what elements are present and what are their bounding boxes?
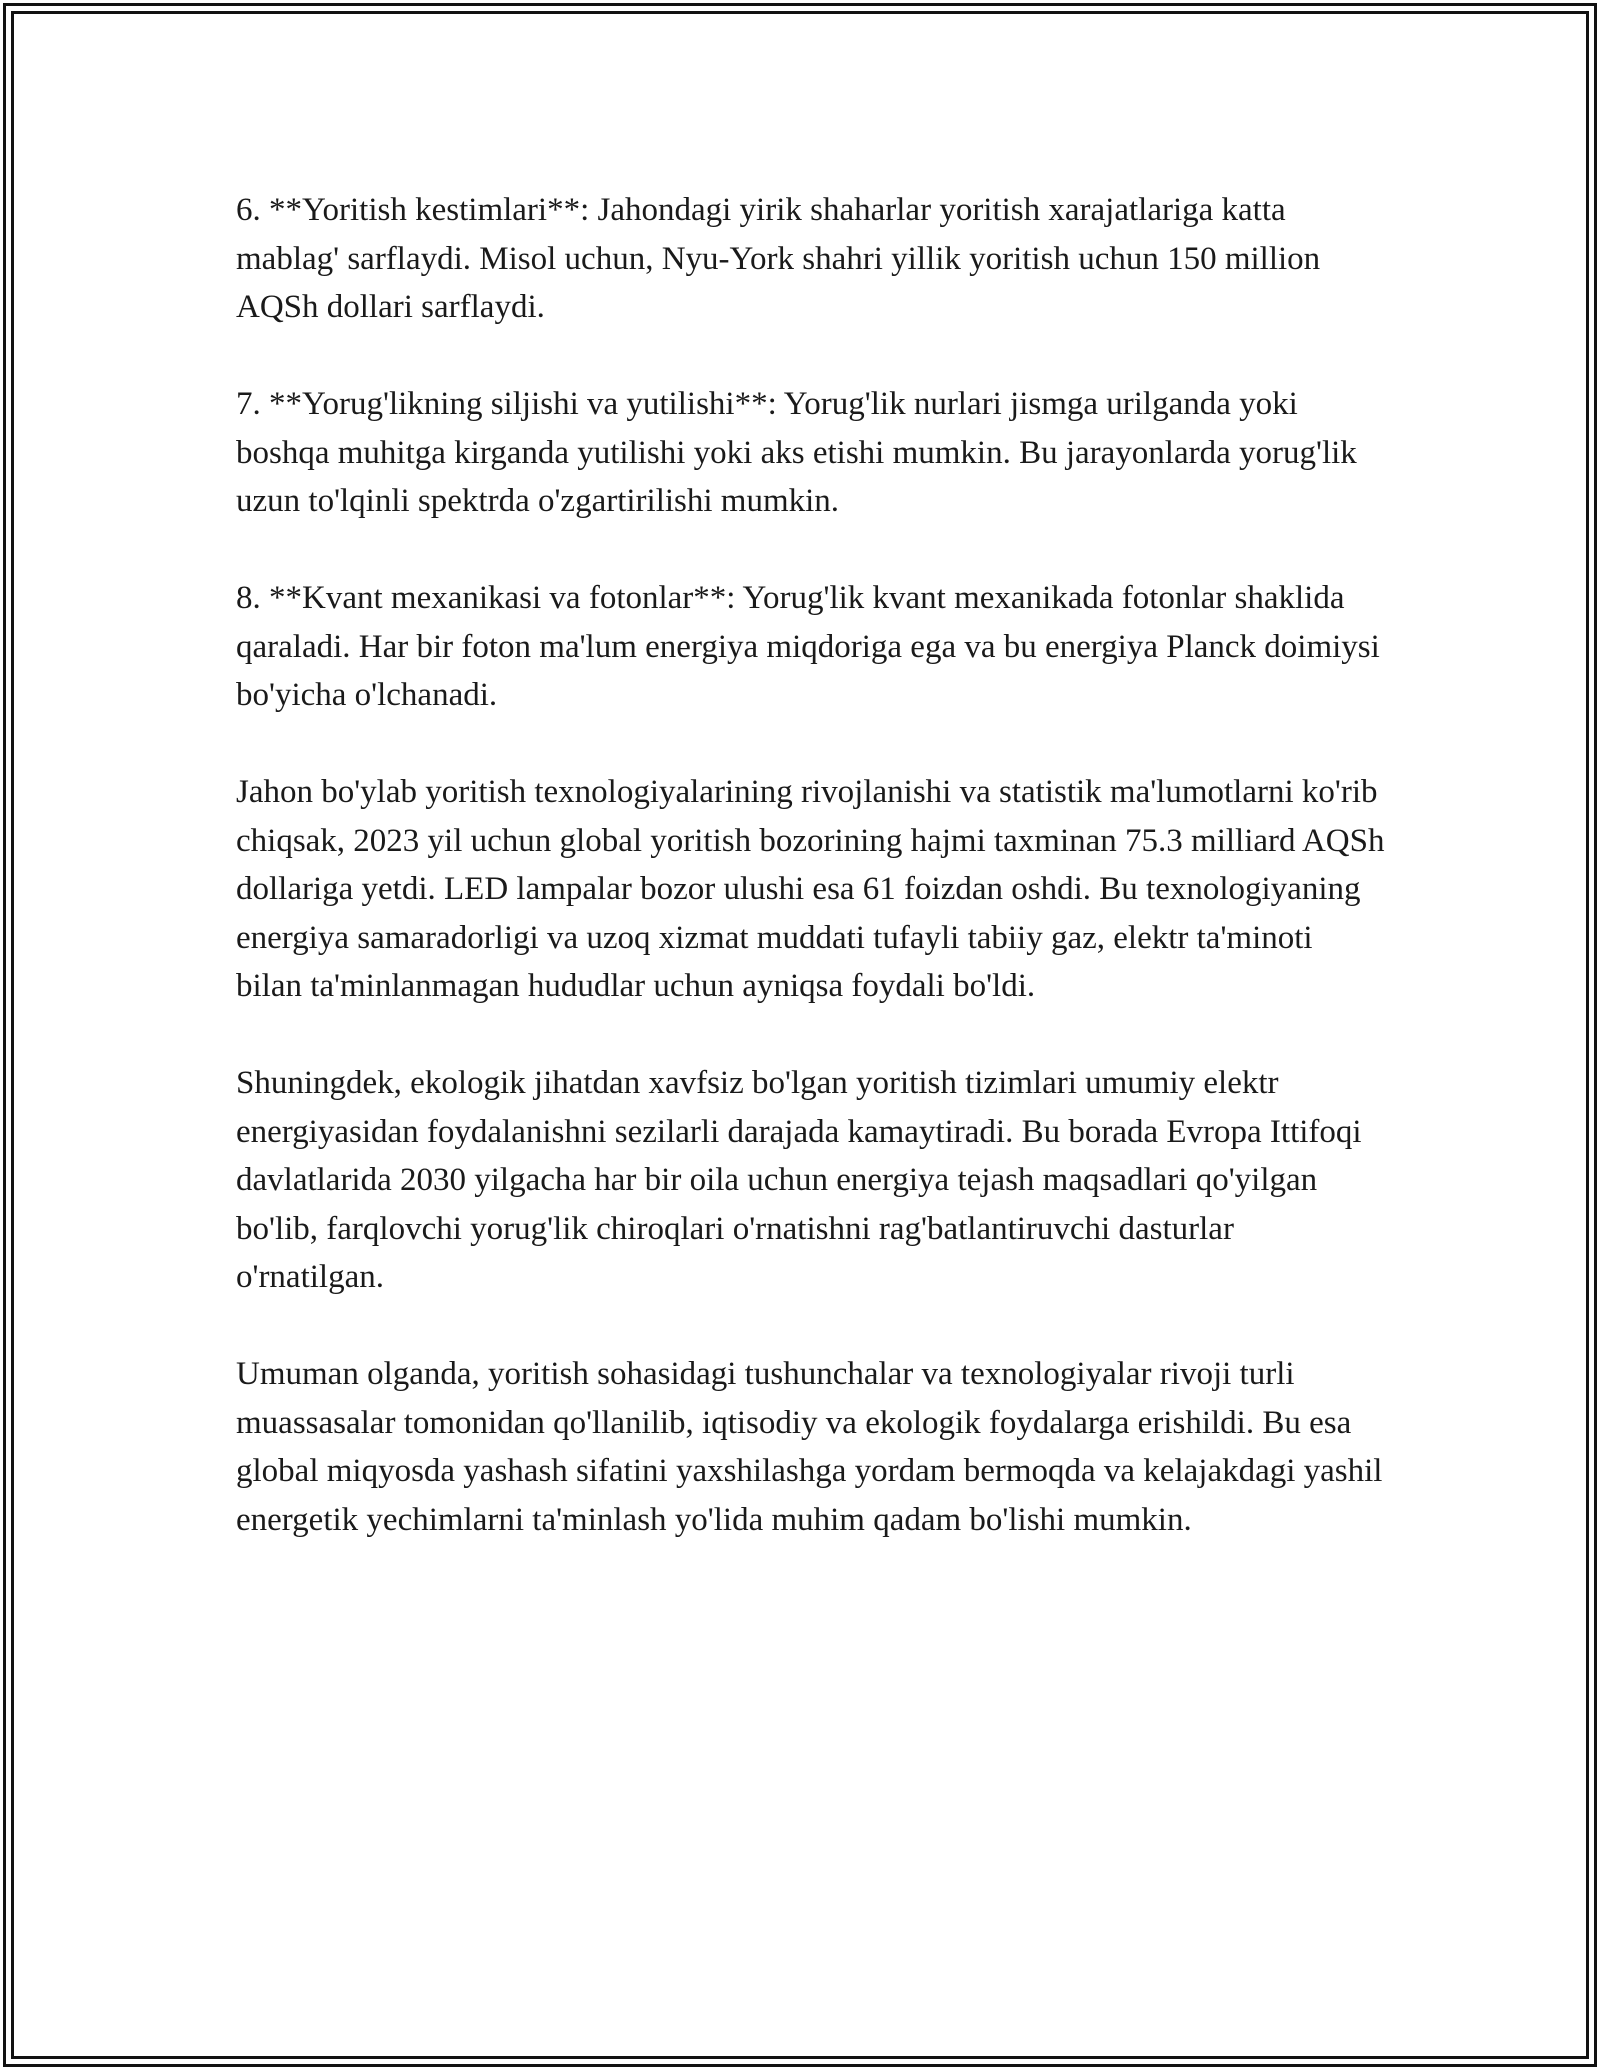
paragraph-ecological-systems: Shuningdek, ekologik jihatdan xavfsiz bo'lgan yoritish tizimlari umumiy elektr energiyasidan foydalanishni sezilarli darajada kamaytiradi. Bu borada Evropa Ittifoqi davlatlarida 2030 yilgacha har bir oila uchun energiya tejash maqsadlari qo'yilgan bo'lib, farqlovchi yorug'lik chiroqlari o'rnatishni rag'batlantiruvchi dasturlar o'rnatilgan. — [236, 1065, 1362, 1295]
paragraph-light-refraction-absorption: 7. **Yorug'likning siljishi va yutilishi**: Yorug'lik nurlari jismga urilganda yoki boshqa muhitga kirganda yutilishi yoki aks etishi mumkin. Bu jarayonlarda yorug'lik uzun to'lqinli spektrda o'zgartirilishi mumkin. — [236, 386, 1357, 519]
paragraph-conclusion: Umuman olganda, yoritish sohasidagi tushunchalar va texnologiyalar rivoji turli muassasalar tomonidan qo'llanilib, iqtisodiy va ekologik foydalarga erishildi. Bu esa global miqyosda yashash sifatini yaxshilashga yordam bermoqda va kelajakdagi yashil energetik yechimlarni ta'minlash yo'lida muhim qadam bo'lishi mumkin. — [236, 1356, 1383, 1538]
paragraph-lighting-costs: 6. **Yoritish kestimlari**: Jahondagi yirik shaharlar yoritish xarajatlariga katta mablag' sarflaydi. Misol uchun, Nyu-York shahri yillik yoritish uchun 150 million AQSh dollari sarflaydi. — [236, 192, 1321, 325]
paragraph-global-market: Jahon bo'ylab yoritish texnologiyalarining rivojlanishi va statistik ma'lumotlarni ko'rib chiqsak, 2023 yil uchun global yoritish bozorining hajmi taxminan 75.3 milliard AQSh dollariga yetdi. LED lampalar bozor ulushi esa 61 foizdan oshdi. Bu texnologiyaning energiya samaradorligi va uzoq xizmat muddati tufayli tabiiy gaz, elektr ta'minoti bilan ta'minlanmagan hududlar uchun ayniqsa foydali bo'ldi. — [236, 774, 1385, 1004]
document-body — [236, 186, 1386, 1593]
paragraph-quantum-photons: 8. **Kvant mexanikasi va fotonlar**: Yorug'lik kvant mexanikada fotonlar shaklida qaraladi. Har bir foton ma'lum energiya miqdoriga ega va bu energiya Planck doimiysi bo'yicha o'lchanadi. — [236, 580, 1380, 713]
